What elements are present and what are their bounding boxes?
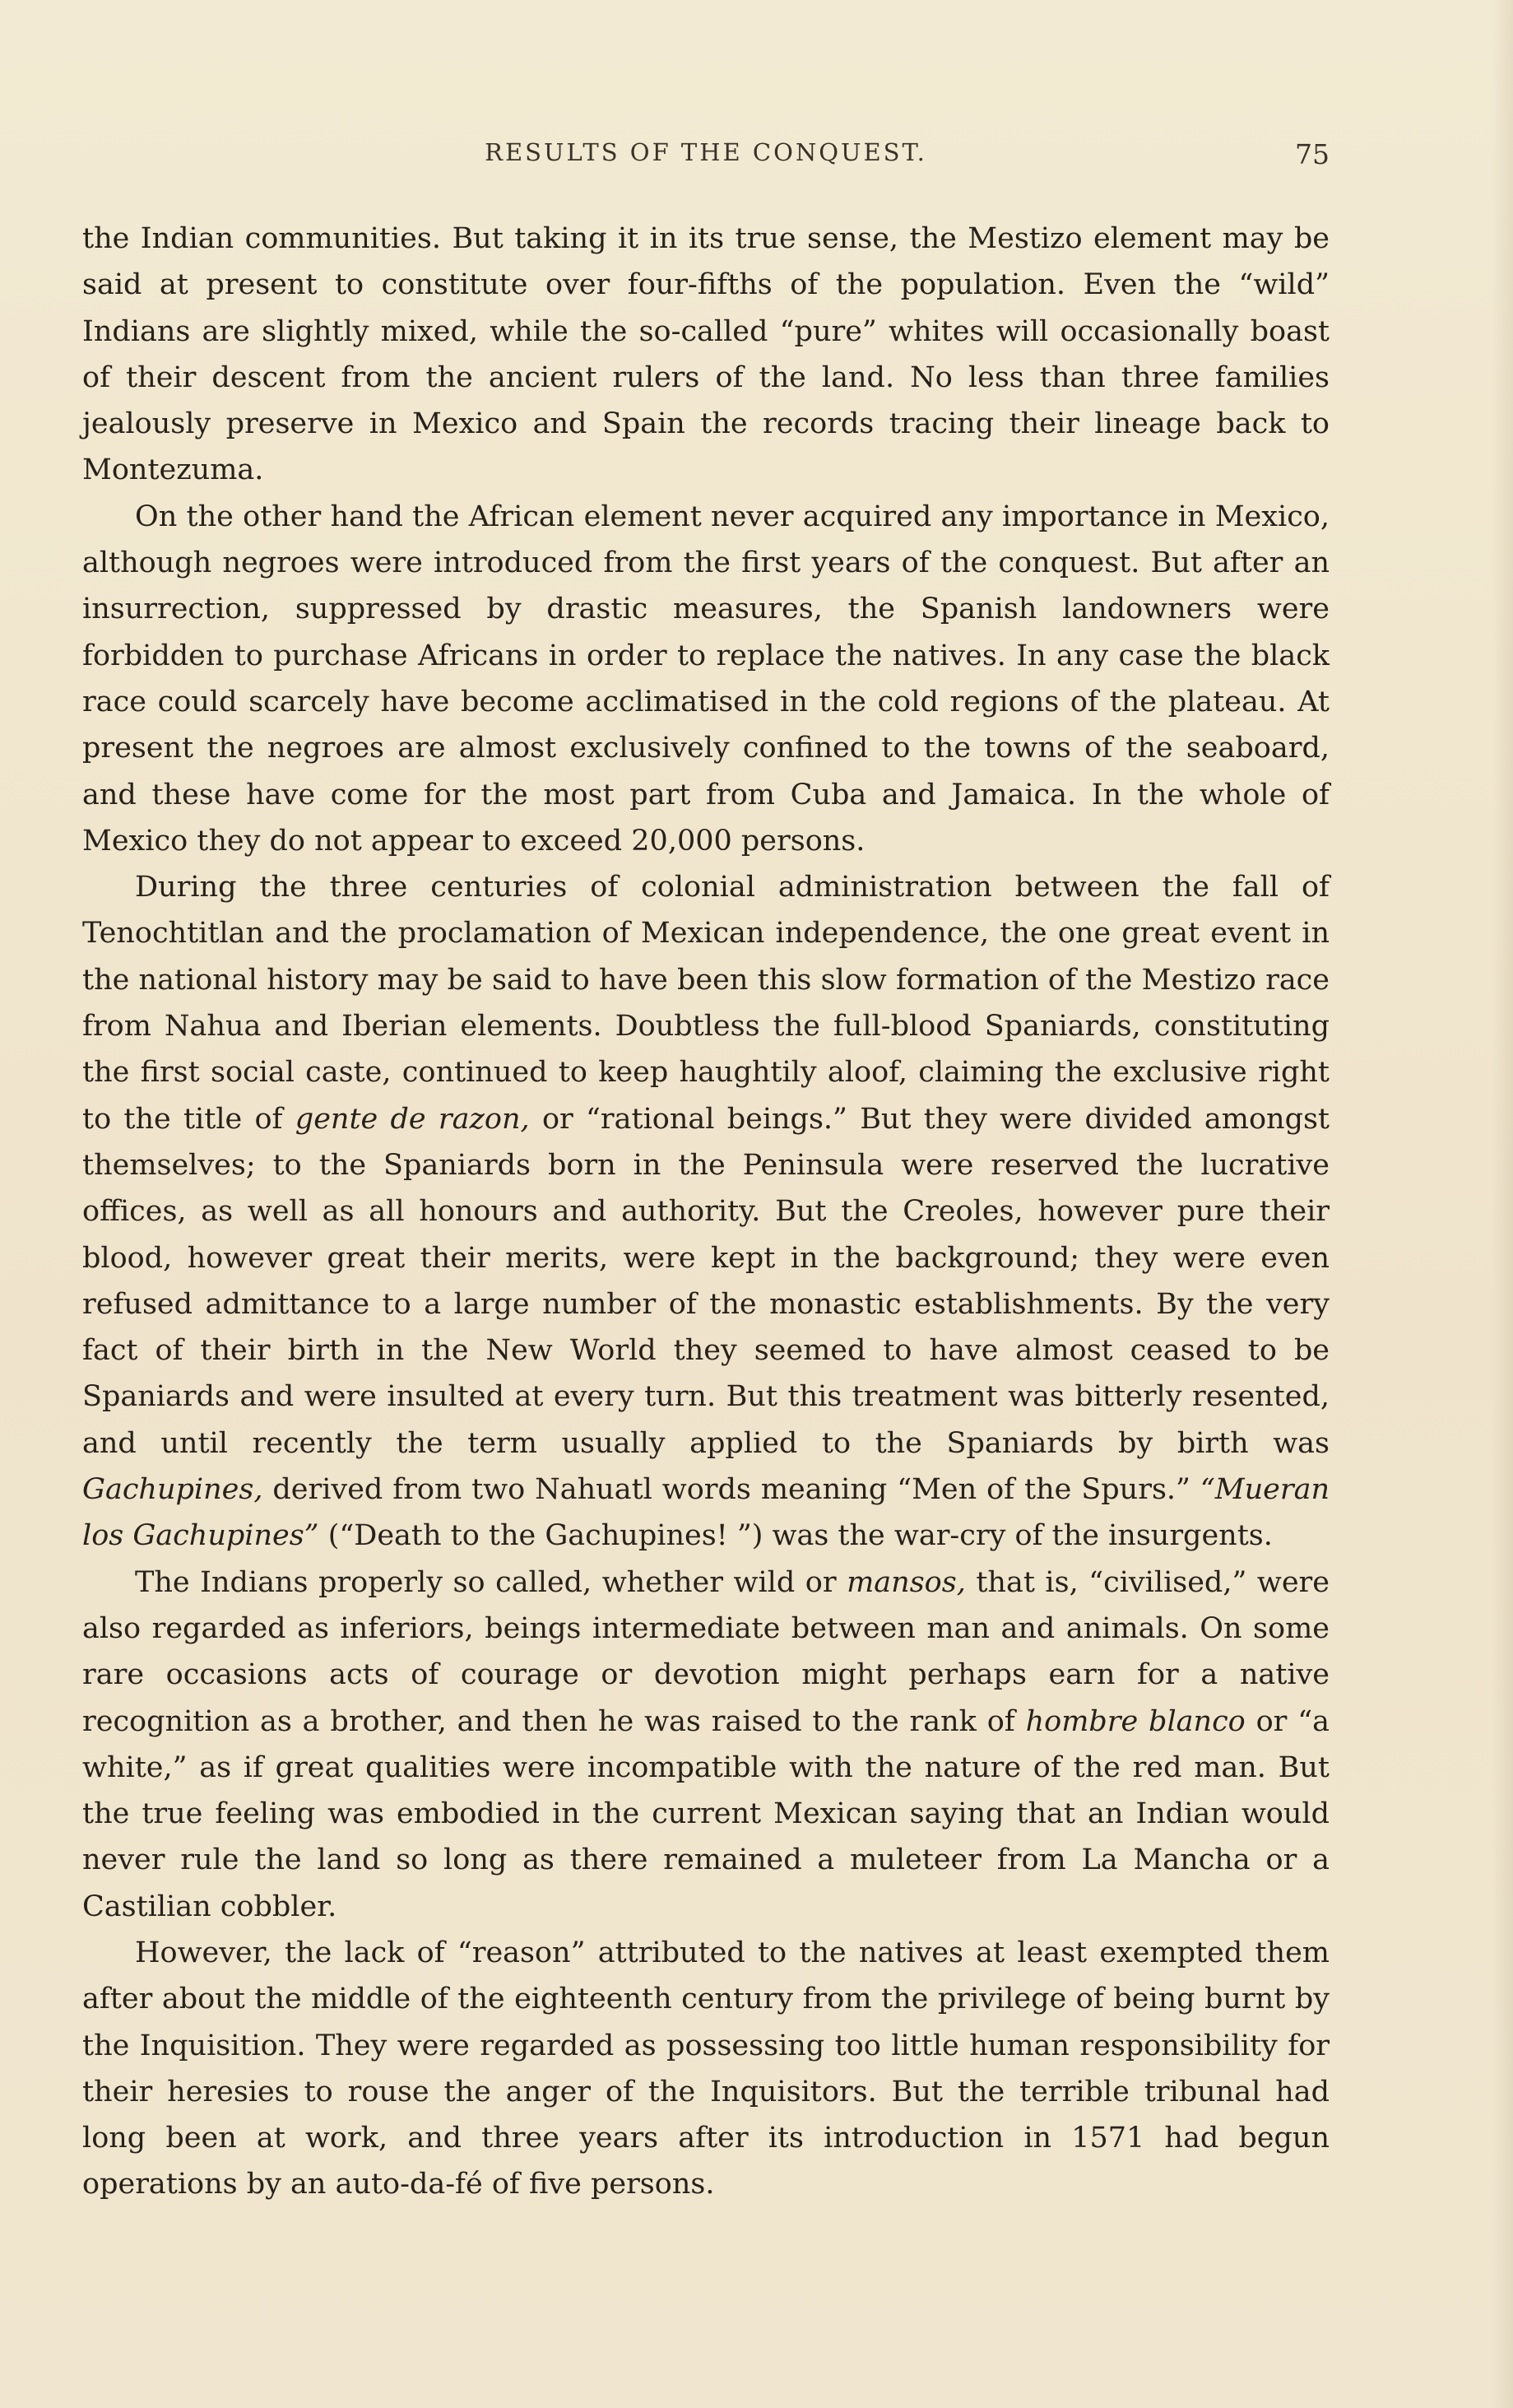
italic-term-gachupines: Gachupines, [82, 1473, 263, 1507]
running-title: RESULTS OF THE CONQUEST. [485, 138, 927, 166]
italic-term-mansos: mansos, [847, 1565, 966, 1599]
paragraph-3 [82, 864, 1330, 1559]
italic-term-hombre-blanco: hombre blanco [1025, 1704, 1246, 1738]
paragraph-text: (“Death to the Gachupines! ”) was the war-cry of the insurgents. [318, 1519, 1273, 1553]
paragraph-1 [82, 216, 1330, 494]
paragraph-text: the Indian communities. But taking it in its true sense, the Mestizo element may be said at present to constitute over four-fifths of the population. Even the “wild” Indians are slightly mixed, while the so-called “pure” whites will occasionally boast of their descent from the ancient rulers of the land. No less than three families jealously preserve in Mexico and Spain the records tracing their lineage back to Montezuma. [82, 222, 1330, 487]
italic-war-cry: “Mueran los Gachupines” [82, 1473, 1330, 1553]
body-text [82, 216, 1330, 2208]
italic-term-gente-de-razon: gente de razon, [295, 1102, 530, 1136]
paragraph-text: On the other hand the African element never acquired any importance in Mexico, although negroes were introduced from the first years of the conquest. But after an insurrection, suppressed by drastic measures, the Spanish landowners were forbidden to purchase Africans in order to replace the natives. In any case the black race could scarcely have become acclimatised in the cold regions of the plateau. At present the negroes are almost exclusively confined to the towns of the seaboard, and these have come for the most part from Cuba and Jamaica. In the whole of Mexico they do not appear to exceed 20,000 persons. [82, 500, 1330, 858]
paragraph-4 [82, 1560, 1330, 1930]
paragraph-text: derived from two Nahuatl words meaning “Men of the Spurs.” [262, 1473, 1200, 1507]
page-number: 75 [1295, 138, 1330, 170]
paragraph-5 [82, 1930, 1330, 2208]
paragraph-text: However, the lack of “reason” attributed to the natives at least exempted them after about the middle of the eighteenth century from the privilege of being burnt by the Inquisition. They were regarded as possessing too little human responsibility for their heresies to rouse the anger of the Inquisitors. But the terrible tribunal had long been at work, and three years after its introduction in 1571 had begun operations by an auto-da-fé of five persons. [82, 1936, 1330, 2201]
paragraph-text: During the three centuries of colonial administration between the fall of Tenochtitlan and the proclamation of Mexican independence, the one great event in the national history may be said to have been this slow formation of the Mestizo race from Nahua and Iberian elements. Doubtless the full-blood Spaniards, constituting the first social caste, continued to keep haughtily aloof, claiming the exclusive right to the title of [82, 871, 1330, 1136]
paragraph-text: or “a white,” as if great qualities were incompatible with the nature of the red man. But the true feeling was embodied in the current Mexican saying that an Indian would never rule the land so long as there remained a muleteer from La Mancha or a Castilian cobbler. [82, 1704, 1330, 1923]
paragraph-text: that is, “civilised,” were also regarded as inferiors, beings intermediate between man and animals. On some rare occasions acts of courage or devotion might perhaps earn for a native recognition as a brother, and then he was raised to the rank of [82, 1565, 1330, 1738]
paragraph-text: or “rational beings.” But they were divided amongst themselves; to the Spaniards born in the Peninsula were reserved the lucrative offices, as well as all honours and authority. But the Creoles, however pure their blood, however great their merits, were kept in the background; they were even refused admittance to a large number of the monastic establishments. By the very fact of their birth in the New World they seemed to have almost ceased to be Spaniards and were insulted at every turn. But this treatment was bitterly resented, and until recently the term usually applied to the Spaniards by birth was [82, 1102, 1330, 1460]
paragraph-text: The Indians properly so called, whether wild or [135, 1565, 847, 1599]
running-head [82, 138, 1330, 174]
paragraph-2 [82, 494, 1330, 864]
page-edge-shadow [1492, 0, 1513, 2408]
